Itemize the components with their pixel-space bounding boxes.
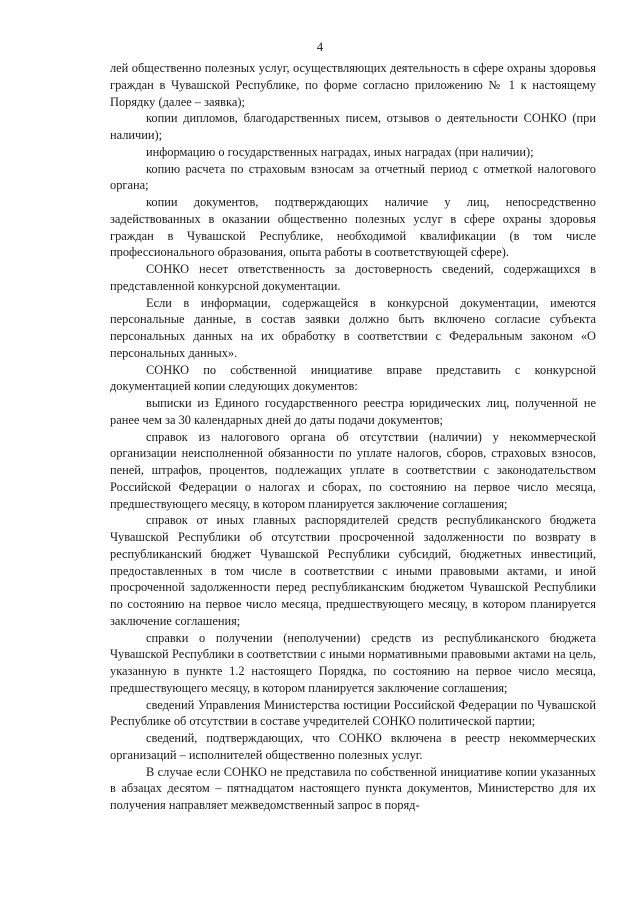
paragraph: копии дипломов, благодарственных писем, отзывов о деятельности СОНКО (при наличии); (110, 111, 596, 142)
paragraph: выписки из Единого государственного реестра юридических лиц, полученной не ранее чем за 30 календарных дней до даты подачи документов; (110, 396, 596, 427)
paragraph: сведений, подтверждающих, что СОНКО включена в реестр некоммерческих организаций – исполнителей общественно полезных услуг. (110, 731, 596, 762)
paragraph: информацию о государственных наградах, иных наградах (при наличии); (146, 144, 534, 159)
document-body (110, 60, 596, 814)
page-number: 4 (316, 40, 324, 54)
paragraph: В случае если СОНКО не представила по собственной инициативе копии указанных в абзацах десятом – пятнадцатом настоящего пункта документов, Министерство для их получения направляет межведомственный запрос в поряд- (110, 764, 596, 812)
paragraph: СОНКО несет ответственность за достоверность сведений, содержащихся в представленной конкурсной документации. (110, 262, 596, 293)
paragraph: копию расчета по страховым взносам за отчетный период с отметкой налогового органа; (110, 161, 596, 193)
paragraph: справки о получении (неполучении) средств из республиканского бюджета Чувашской Республики в соответствии с иными нормативными правовыми актами на цель, указанную в пункте 1.2 настоящего Порядка, по состоянию на первое число месяца, предшествующего месяцу, в котором планируется заключение соглашения; (110, 630, 596, 695)
paragraph: сведений Управления Министерства юстиции Российской Федерации по Чувашской Республике об отсутствии в составе учредителей СОНКО политической партии; (110, 697, 596, 729)
paragraph: справок от иных главных распорядителей средств республиканского бюджета Чувашской Республики об отсутствии просроченной задолженности по возврату в республиканский бюджет Чувашской Республики субсидий, бюджетных инвестиций, предоставленных в том числе в соответствии с иными правовыми актами, и иной просроченной задолженности перед республиканским бюджетом Чувашской Республики по состоянию на первое число месяца, предшествующего месяцу, в котором планируется заключение соглашения; (110, 513, 596, 628)
paragraph: лей общественно полезных услуг, осуществляющих деятельность в сфере охраны здоровья граждан в Чувашской Республике, по форме согласно приложению № 1 к настоящему Порядку (далее – заявка); (110, 61, 596, 109)
paragraph: справок из налогового органа об отсутствии (наличии) у некоммерческой организации неисполненной обязанности по уплате налогов, сборов, страховых взносов, пеней, штрафов, процентов, подлежащих уплате в соответствии с законодательством Российской Федерации о налогах и сборах, по состоянию на первое число месяца, предшествующего месяцу, в котором планируется заключение соглашения; (110, 429, 596, 511)
paragraph: копии документов, подтверждающих наличие у лиц, непосредственно задействованных в оказании общественно полезных услуг в сфере охраны здоровья граждан в Чувашской Республике, необходимой квалификации (в том числе профессионального образования, опыта работы в соответствующей сфере). (110, 195, 596, 260)
paragraph: Если в информации, содержащейся в конкурсной документации, имеются персональные данные, в состав заявки должно быть включено согласие субъекта персональных данных на их обработку в соответствии с Федеральным законом «О персональных данных». (110, 295, 596, 360)
paragraph: СОНКО по собственной инициативе вправе представить с конкурсной документацией копии следующих документов: (110, 362, 596, 394)
